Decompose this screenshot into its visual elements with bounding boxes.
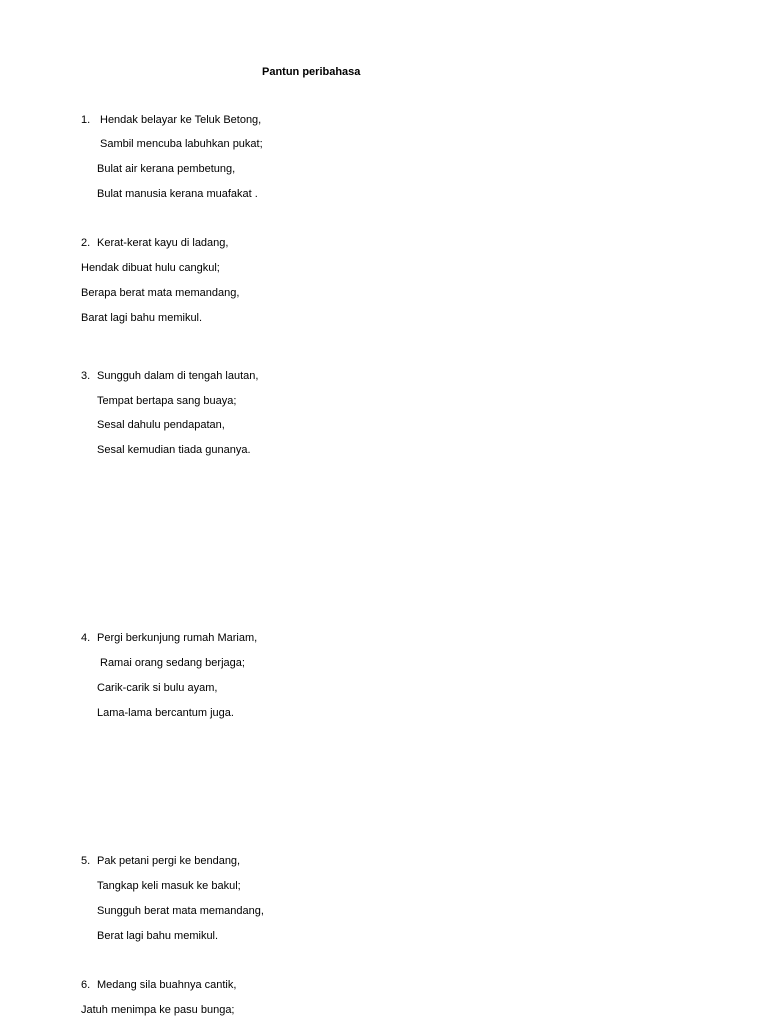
pantun-number: 2. bbox=[81, 237, 91, 249]
pantun-1-line-1 bbox=[81, 114, 261, 127]
pantun-2-line-4: Barat lagi bahu memikul. bbox=[81, 312, 203, 324]
pantun-line: Sungguh dalam di tengah lautan, bbox=[97, 370, 259, 382]
pantun-line: Hendak belayar ke Teluk Betong, bbox=[100, 114, 262, 126]
pantun-5-line-2: Tangkap keli masuk ke bakul; bbox=[97, 880, 241, 892]
pantun-4-line-3: Carik-carik si bulu ayam, bbox=[97, 682, 218, 694]
pantun-6-line-1 bbox=[81, 979, 236, 992]
pantun-number: 5. bbox=[81, 855, 91, 867]
pantun-5-line-3: Sungguh berat mata memandang, bbox=[97, 905, 264, 917]
pantun-2-line-1 bbox=[81, 237, 228, 250]
pantun-3-line-2: Tempat bertapa sang buaya; bbox=[97, 395, 237, 407]
pantun-number: 6. bbox=[81, 979, 91, 991]
pantun-6-line-2: Jatuh menimpa ke pasu bunga; bbox=[81, 1004, 235, 1016]
pantun-line: Kerat-kerat kayu di ladang, bbox=[97, 237, 229, 249]
pantun-line: Pergi berkunjung rumah Mariam, bbox=[97, 632, 258, 644]
pantun-3-line-3: Sesal dahulu pendapatan, bbox=[97, 419, 225, 431]
pantun-4-line-4: Lama-lama bercantum juga. bbox=[97, 707, 234, 719]
pantun-2-line-3: Berapa berat mata memandang, bbox=[81, 287, 240, 299]
pantun-line: Medang sila buahnya cantik, bbox=[97, 979, 237, 991]
pantun-line: Pak petani pergi ke bendang, bbox=[97, 855, 241, 867]
pantun-number: 4. bbox=[81, 632, 91, 644]
pantun-4-line-1 bbox=[81, 632, 257, 645]
pantun-1-line-3: Bulat air kerana pembetung, bbox=[97, 163, 236, 175]
pantun-4-line-2: Ramai orang sedang berjaga; bbox=[100, 657, 245, 669]
pantun-3-line-4: Sesal kemudian tiada gunanya. bbox=[97, 444, 251, 456]
pantun-2-line-2: Hendak dibuat hulu cangkul; bbox=[81, 262, 220, 274]
pantun-1-line-4: Bulat manusia kerana muafakat . bbox=[97, 188, 258, 200]
document-title: Pantun peribahasa bbox=[262, 66, 361, 78]
pantun-number: 3. bbox=[81, 370, 91, 382]
pantun-3-line-1 bbox=[81, 370, 258, 383]
pantun-number: 1. bbox=[81, 114, 91, 126]
pantun-5-line-1 bbox=[81, 855, 240, 868]
pantun-1-line-2: Sambil mencuba labuhkan pukat; bbox=[100, 138, 263, 150]
pantun-5-line-4: Berat lagi bahu memikul. bbox=[97, 930, 219, 942]
